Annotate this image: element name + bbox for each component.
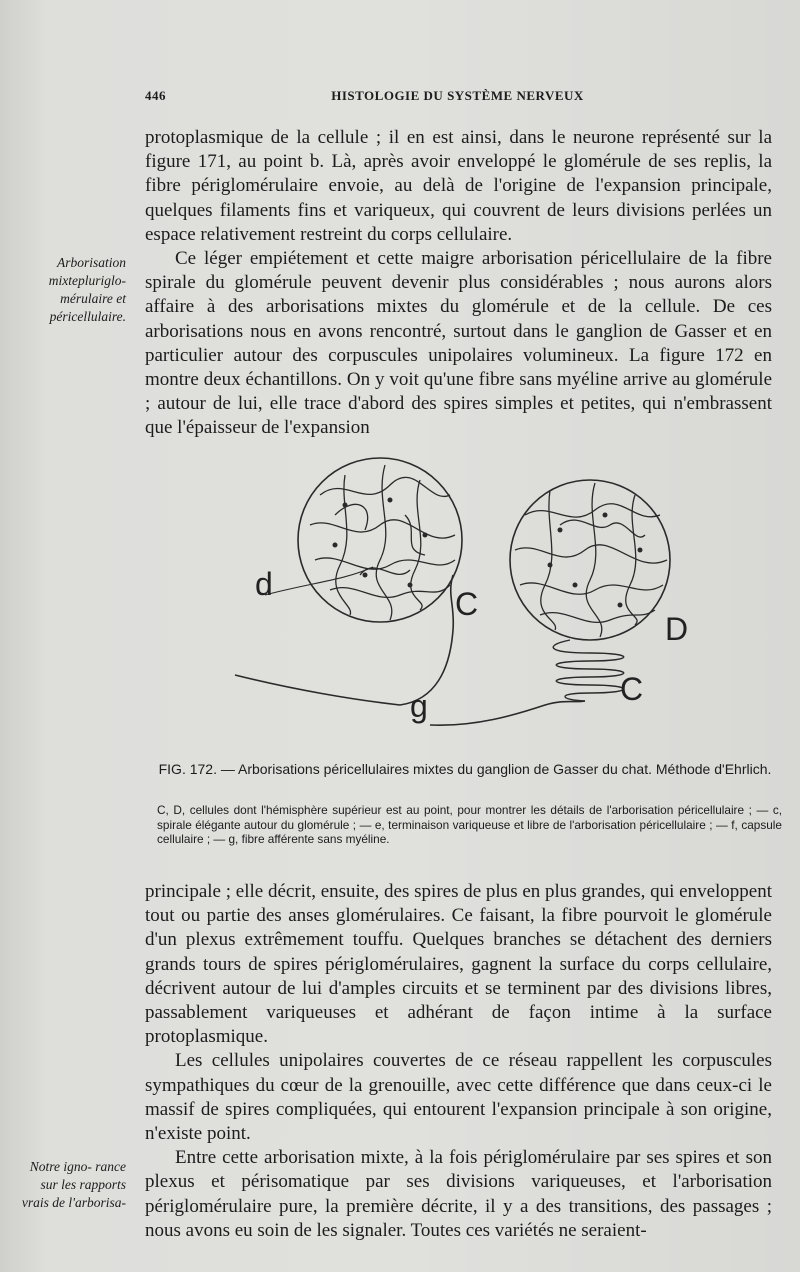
figure-caption-title: FIG. 172. — Arborisations péricellulaires mixtes du ganglion de Gasser du chat. Méthode d'Ehrlich. [158,761,772,777]
running-title: HISTOLOGIE DU SYSTÈME NERVEUX [331,88,584,103]
body-text-bottom [145,880,772,1243]
margin-note-arborisation: Arborisation mixtepluriglo- mérulaire et péricellulaire. [48,255,126,324]
figure-number: FIG. 172. [158,761,217,777]
paragraph: Entre cette arborisation mixte, à la fois périglomérulaire par ses spires et son plexus et périsomatique par ses divisions variqueuses, et l'arborisation périglomérulaire pure, la première décrite, il y a des transitions, des passages ; nous avons eu soin de les signaler. Toutes ces variétés ne seraient- [145,1147,772,1241]
label-c-lower: C [620,671,644,707]
margin-note-ignorance: Notre igno- rance sur les rapports vrais de l'arborisa- [21,1159,126,1210]
cell-d-outline [510,480,670,640]
page-number: 446 [145,88,166,103]
running-head [145,88,770,110]
paragraph: Ce léger empiétement et cette maigre arborisation péricellulaire de la fibre spirale du glomérule peuvent devenir plus considérables ; nous aurons alors affaire à des arborisations mixtes du glomérule et de la cellule. De ces arborisations nous en avons rencontré, surtout dans le ganglion de Gasser et en particulier autour des corpuscules unipolaires volumineux. La figure 172 en montre deux échantillons. On y voit qu'une fibre sans myéline arrive au glomérule ; autour de lui, elle trace d'abord des spires simples et petites, qui n'embrassent que l'épaisseur de l'expansion [145,248,772,439]
paragraph: Les cellules unipolaires couvertes de ce réseau rappellent les corpuscules sympathiques du cœur de la grenouille, avec cette différence que dans ceux-ci le massif de spires compliquées, qui entourent l'expansion principale à son origine, n'existe point. [145,1050,772,1145]
cell-c-outline [298,458,462,622]
figure-legend: C, D, cellules dont l'hémisphère supérieur est au point, pour montrer les détails de l'arborisation péricellulaire ; — c, spirale élégante autour du glomérule ; — e, terminaison variqueuse et libre de l'arborisation péricellulaire ; — f, capsule cellulaire ; — g, fibre afférente sans myéline. [157,803,782,846]
paragraph: principale ; elle décrit, ensuite, des spires de plus en plus grandes, qui enveloppent tout ou partie des anses glomérulaires. Ce faisant, la fibre pourvoit le glomérule d'un plexus extrêmement touffu. Quelques branches se détachent des derniers grands tours de spires périglomérulaires, gagnent la surface du corps cellulaire, décrivent autour de lui d'amples circuits et se terminent par des divisions libres, passablement variqueuses et adhérant de façon intime à la surface protoplasmique. [145,881,772,1048]
figure-illustration [215,455,735,740]
paragraph: protoplasmique de la cellule ; il en est ainsi, dans le neurone représenté sur la figure 171, au point b. Là, après avoir enveloppé le glomérule de ses replis, la fibre périglomérulaire envoie, au delà de l'origine de l'expansion principale, quelques filaments fins et variqueux, qui couvrent de leurs divisions perlées un espace relativement restreint du corps cellulaire. [145,127,772,245]
body-text-top [145,126,772,441]
label-c-upper: C [455,586,479,622]
label-D: D [665,611,689,647]
label-g: g [410,688,428,724]
figure-172 [215,455,735,740]
figure-caption-text: Arborisations péricellulaires mixtes du ganglion de Gasser du chat. Méthode d'Ehrlich. [237,761,772,777]
label-d: d [255,566,273,602]
